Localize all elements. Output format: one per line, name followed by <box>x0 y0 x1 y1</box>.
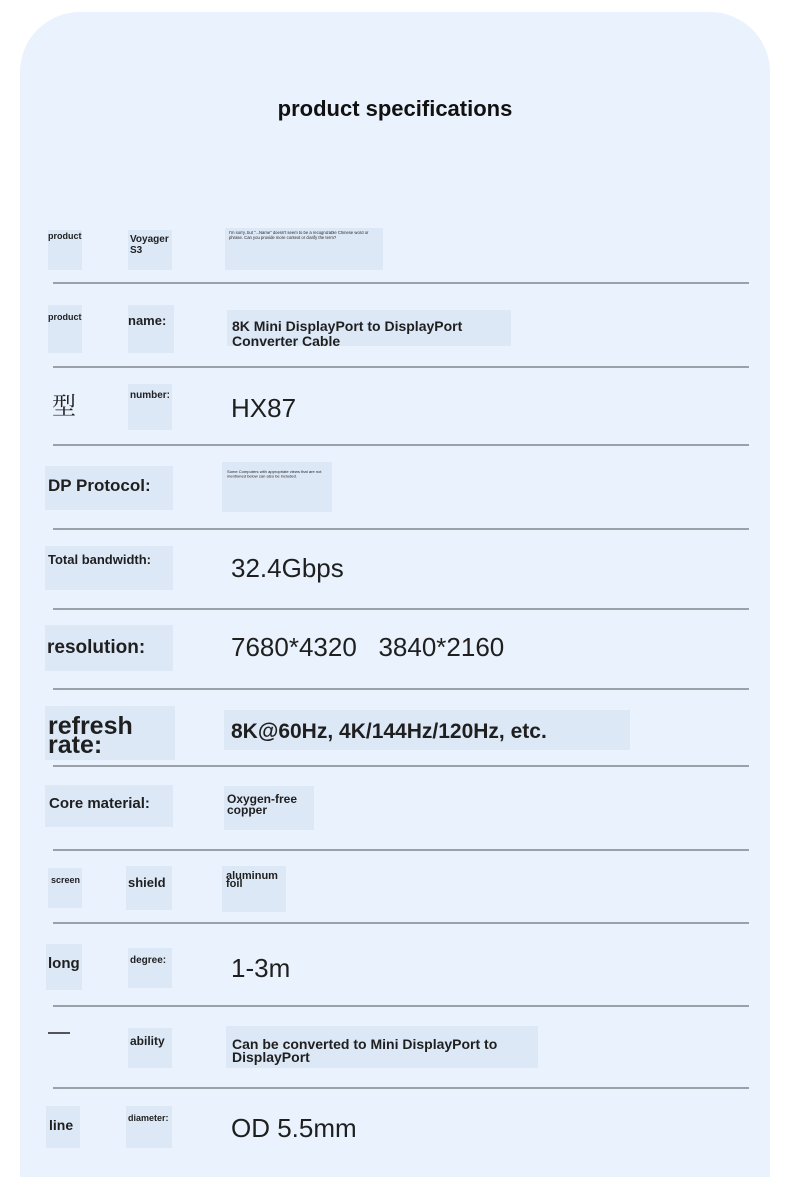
row-divider <box>53 1005 749 1007</box>
row-7-value: 8K@60Hz, 4K/144Hz/120Hz, etc. <box>231 720 547 743</box>
row-12-sublabel: diameter: <box>128 1113 169 1123</box>
row-5-value: 32.4Gbps <box>231 553 344 583</box>
row-11-sublabel: ability <box>130 1034 165 1048</box>
row-3-sublabel: number: <box>130 390 170 401</box>
row-11-label-mark <box>48 1032 70 1034</box>
row-12-value: OD 5.5mm <box>231 1113 357 1143</box>
row-8-label: Core material: <box>49 795 150 812</box>
row-divider <box>53 1087 749 1089</box>
row-2-label: product <box>48 312 82 322</box>
label-background <box>128 948 172 988</box>
row-9-label: screen <box>51 875 81 885</box>
row-8-value: Oxygen-free copper <box>227 792 298 818</box>
spec-card <box>20 12 770 1177</box>
row-divider <box>53 444 749 446</box>
row-10-value: 1-3m <box>231 953 291 983</box>
row-5-label: Total bandwidth: <box>48 552 152 567</box>
row-1-label: product <box>48 231 82 241</box>
row-9-sublabel: shield <box>128 875 166 890</box>
row-7-label: refresh rate: <box>48 712 133 759</box>
page-title: product specifications <box>277 96 513 121</box>
label-background <box>48 868 82 908</box>
row-4-note: Some Computers with appropriate views that are not mentioned below can also be included. <box>227 470 322 479</box>
row-divider <box>53 282 749 284</box>
row-11-value: Can be converted to Mini DisplayPort to DisplayPort <box>232 1036 498 1066</box>
row-divider <box>53 922 749 924</box>
row-1-sublabel: Voyager S3 <box>130 234 169 256</box>
row-9-value: aluminum foil <box>226 870 278 891</box>
row-6-label: resolution: <box>47 637 146 658</box>
row-divider <box>53 366 749 368</box>
row-divider <box>53 528 749 530</box>
row-3-label: 型 <box>52 393 76 420</box>
row-4-label: DP Protocol: <box>48 476 151 495</box>
row-10-label: long <box>48 955 80 972</box>
row-3-value: HX87 <box>231 393 297 423</box>
row-1-note: I'm sorry, but "...Name" doesn't seem to be a recognizable Chinese word or phrase. Can you provide more context or clarify the term? <box>229 231 369 240</box>
row-6-value: 7680*4320 3840*2160 <box>231 632 505 662</box>
row-2-value: 8K Mini DisplayPort to DisplayPort Converter Cable <box>232 318 463 349</box>
row-10-sublabel: degree: <box>130 955 167 966</box>
row-divider <box>53 688 749 690</box>
row-divider <box>53 608 749 610</box>
row-2-sublabel: name: <box>128 313 167 328</box>
row-divider <box>53 765 749 767</box>
row-divider <box>53 849 749 851</box>
row-12-label: line <box>49 1117 74 1133</box>
